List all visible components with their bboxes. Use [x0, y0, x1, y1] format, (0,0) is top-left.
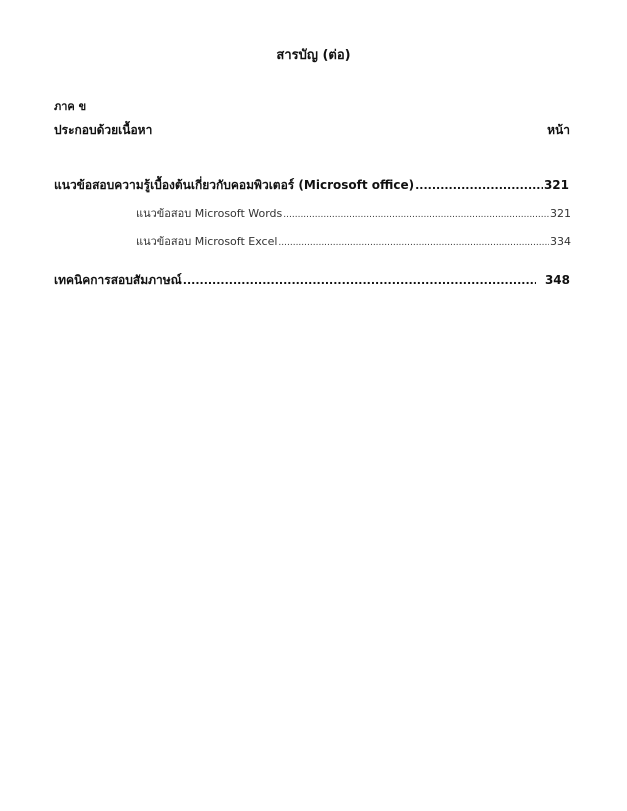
toc-entry-label: แนวข้อสอบความรู้เบื้องต้นเกี่ยวกับคอมพิวเตอร์ (Microsoft office): [54, 178, 415, 192]
toc-entry-computer-basics: [54, 176, 569, 195]
dot-leader: [415, 178, 543, 192]
page-header: หน้า: [547, 123, 570, 137]
part-label: ภาค ข: [54, 100, 87, 113]
dot-leader: [278, 235, 549, 248]
toc-entry-word: [136, 204, 571, 222]
toc-entry-page: 321: [543, 178, 569, 192]
toc-entry-interview: [54, 271, 570, 290]
toc-entry-excel: [136, 232, 571, 250]
dot-leader: [183, 273, 536, 287]
toc-column-header: [54, 121, 570, 140]
toc-entry-label: แนวข้อสอบ Microsoft Excel: [136, 235, 278, 248]
contents-header: ประกอบด้วยเนื้อหา: [54, 123, 153, 137]
dot-leader: [283, 207, 549, 220]
toc-entry-label: แนวข้อสอบ Microsoft Words: [136, 207, 283, 220]
toc-entry-page: 321: [550, 207, 571, 220]
page-title: สารบัญ (ต่อ): [276, 48, 351, 63]
toc-entry-page: 348: [544, 273, 570, 287]
toc-entry-page: 334: [550, 235, 571, 248]
toc-entry-label: เทคนิคการสอบสัมภาษณ์: [54, 273, 182, 287]
